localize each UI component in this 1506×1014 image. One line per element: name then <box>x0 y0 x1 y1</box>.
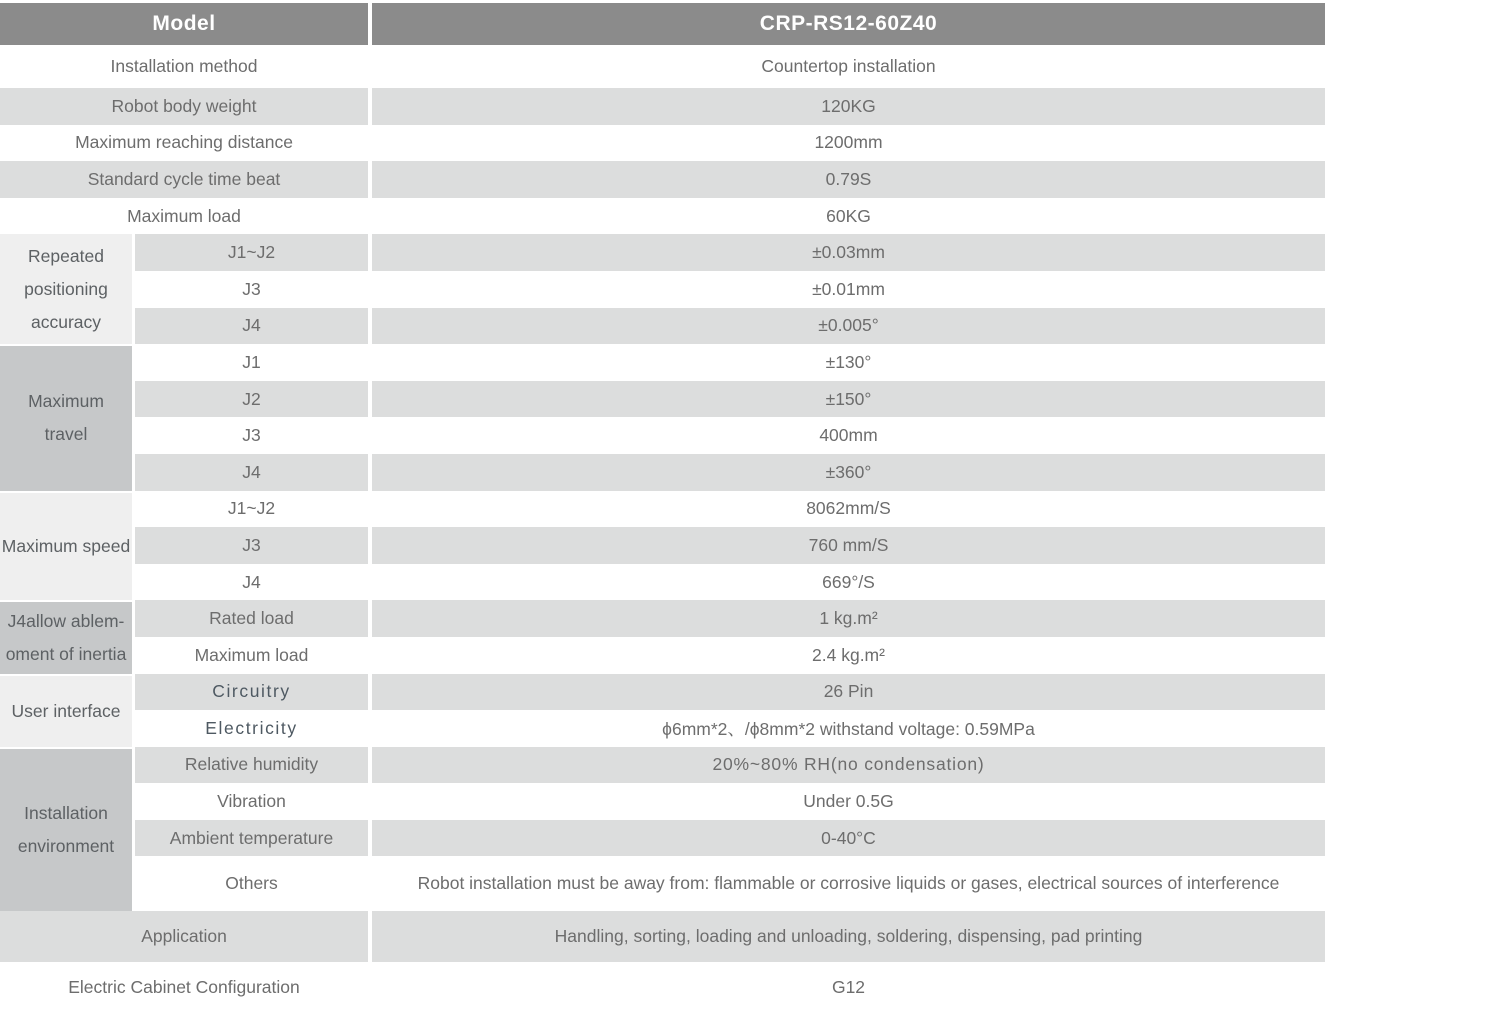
sub-row-value: ±0.01mm <box>812 278 885 299</box>
sub-row-label: J3 <box>242 425 261 446</box>
sub-row-value: 400mm <box>819 425 878 446</box>
sub-row-value: 26 Pin <box>372 674 1325 711</box>
sub-row-value: Under 0.5G <box>803 791 894 812</box>
sub-row-label: Ambient temperature <box>135 820 368 857</box>
sub-row-value: 1 kg.m² <box>372 600 1325 637</box>
group-label-line: oment of inertia <box>5 643 127 664</box>
row-electric-cabinet-label: Electric Cabinet Configuration <box>68 977 300 998</box>
sub-row-label: Circuitry <box>135 674 368 711</box>
sub-row-value: 20%~80% RH(no condensation) <box>372 747 1325 784</box>
group-label-line: User interface <box>11 700 121 721</box>
sub-row-label: J3 <box>135 527 368 564</box>
row-application-value: Handling, sorting, loading and unloading, soldering, dispensing, pad printing <box>372 911 1325 962</box>
group-maximum-speed <box>0 491 132 601</box>
sub-row-value: ϕ6mm*2、/ϕ8mm*2 withstand voltage: 0.59MPa <box>662 718 1035 739</box>
sub-row-value: ±360° <box>372 454 1325 491</box>
row-installation-method-value: Countertop installation <box>761 56 936 76</box>
row-robot-body-weight-value: 120KG <box>372 88 1325 125</box>
row-max-reaching-distance-label: Maximum reaching distance <box>75 132 293 153</box>
spec-table <box>0 3 1325 1013</box>
group-installation-environment <box>0 747 132 912</box>
sub-row-label: J3 <box>242 278 261 299</box>
group-label-line: positioning <box>24 278 108 299</box>
sub-row-label: J1 <box>242 351 261 372</box>
sub-row-label: J1~J2 <box>135 234 368 271</box>
row-maximum-load-value: 60KG <box>826 205 871 226</box>
group-label-line: environment <box>17 836 115 857</box>
sub-row-value: 8062mm/S <box>806 498 891 519</box>
row-maximum-load-label: Maximum load <box>127 205 241 226</box>
sub-row-value: ±130° <box>825 351 872 372</box>
sub-row-label: J2 <box>135 381 368 418</box>
sub-row-value: ±0.03mm <box>372 234 1325 271</box>
header-model-value: CRP-RS12-60Z40 <box>372 3 1325 45</box>
group-j4-moment-of-inertia <box>0 600 132 673</box>
header-model-label: Model <box>0 3 368 45</box>
sub-row-value: ±0.005° <box>372 308 1325 345</box>
group-maximum-travel <box>0 344 132 490</box>
row-installation-method-label: Installation method <box>110 56 258 76</box>
sub-row-label: J4 <box>135 454 368 491</box>
row-electric-cabinet-value: G12 <box>831 977 866 998</box>
sub-row-label: J1~J2 <box>227 498 276 519</box>
row-application-label: Application <box>0 911 368 962</box>
group-label-line: Maximum speed <box>1 535 131 556</box>
row-robot-body-weight-label: Robot body weight <box>0 88 368 125</box>
sub-row-label: Electricity <box>205 717 298 738</box>
sub-row-label: Rated load <box>135 600 368 637</box>
sub-row-label: Vibration <box>217 791 286 812</box>
sub-row-label: J4 <box>242 571 261 592</box>
sub-row-label: Relative humidity <box>135 747 368 784</box>
group-label-line: Maximum <box>28 391 104 412</box>
row-max-reaching-distance-value: 1200mm <box>814 132 883 153</box>
sub-row-value: 760 mm/S <box>372 527 1325 564</box>
sub-row-label: Maximum load <box>194 644 309 665</box>
sub-row-value: 669°/S <box>822 571 875 592</box>
group-user-interface <box>0 674 132 747</box>
sub-row-value: ±150° <box>372 381 1325 418</box>
sub-row-value: Robot installation must be away from: flammable or corrosive liquids or gases, electrical sources of interference <box>417 873 1280 894</box>
sub-row-label: J4 <box>135 308 368 345</box>
sub-row-value: 0-40°C <box>372 820 1325 857</box>
group-label-line: Installation <box>24 803 108 824</box>
group-label-line: travel <box>44 424 88 445</box>
sub-row-value: 2.4 kg.m² <box>812 644 885 665</box>
group-repeated-positioning-accuracy <box>0 234 132 344</box>
sub-row-label: Others <box>225 873 278 894</box>
group-label-line: accuracy <box>30 311 102 332</box>
row-standard-cycle-time-label: Standard cycle time beat <box>0 161 368 198</box>
group-label-line: Repeated <box>28 245 104 266</box>
row-standard-cycle-time-value: 0.79S <box>372 161 1325 198</box>
group-label-line: J4allow ablem- <box>7 610 125 631</box>
